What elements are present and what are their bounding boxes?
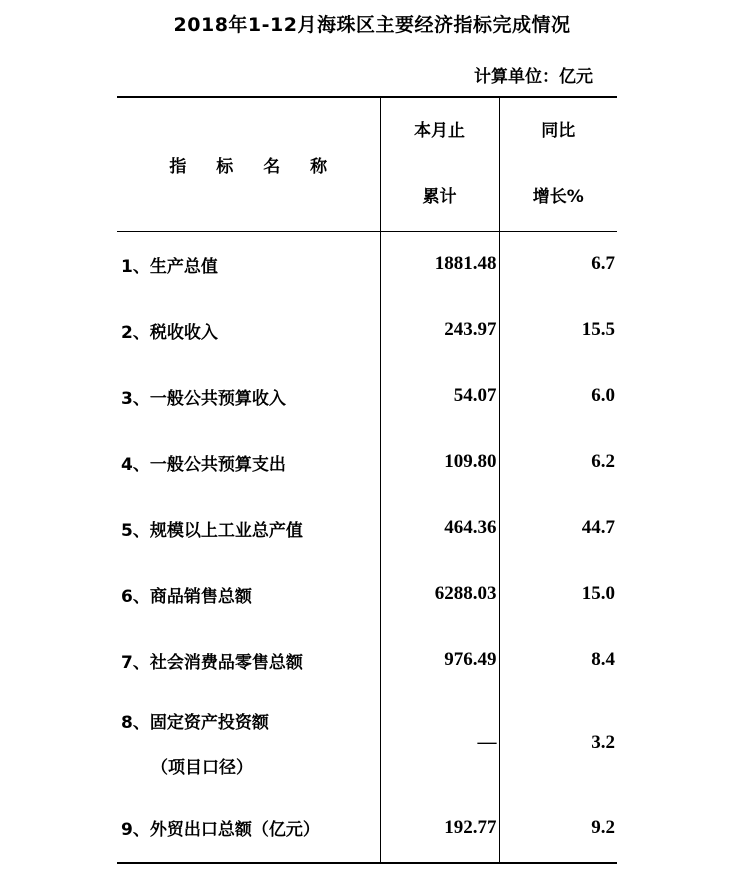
table-row [117, 495, 617, 561]
table-row [117, 231, 617, 297]
table-body [117, 231, 617, 863]
row-name: 6、商品销售总额 [121, 586, 252, 607]
row-growth: 6.0 [591, 385, 615, 406]
page-title: 2018年1-12月海珠区主要经济指标完成情况 [173, 14, 571, 36]
row-value: 54.07 [380, 363, 499, 429]
row-name: 8、固定资产投资额 [121, 713, 269, 733]
row-value: 109.80 [380, 429, 499, 495]
header-indicator-name [117, 97, 380, 231]
table-row [117, 561, 617, 627]
table-row [117, 693, 617, 793]
row-value: 243.97 [380, 297, 499, 363]
row-name: 9、外贸出口总额（亿元） [121, 820, 320, 840]
header-cumulative-line2: 累计 [422, 187, 457, 208]
table-row [117, 363, 617, 429]
header-growth-line1: 同比 [541, 121, 576, 142]
row-growth: 15.0 [581, 583, 615, 604]
row-name: 2、税收收入 [121, 322, 218, 343]
row-growth: 8.4 [591, 649, 615, 670]
unit-label: 计算单位：亿元 [474, 67, 593, 87]
row-growth: 9.2 [591, 816, 615, 838]
row-value: 6288.03 [380, 561, 499, 627]
row-name: 3、一般公共预算收入 [121, 388, 286, 409]
row-value: 976.49 [380, 627, 499, 693]
table-row [117, 793, 617, 863]
indicator-table [117, 96, 617, 864]
table-row [117, 627, 617, 693]
row-name-sub: （项目口径） [151, 758, 253, 778]
row-name: 5、规模以上工业总产值 [121, 520, 303, 541]
table-row [117, 429, 617, 495]
row-growth: 6.2 [591, 451, 615, 472]
header-cumulative-line1: 本月止 [414, 121, 465, 142]
header-cumulative [380, 97, 499, 231]
header-indicator-name-label: 指 标 名 称 [169, 156, 340, 177]
header-growth-line2: 增长% [532, 187, 584, 208]
row-growth: 15.5 [581, 319, 615, 340]
row-name: 1、生产总值 [121, 256, 218, 277]
row-growth: 44.7 [581, 517, 615, 538]
row-name: 4、一般公共预算支出 [121, 454, 286, 475]
row-value: 1881.48 [380, 231, 499, 297]
row-growth: 3.2 [591, 732, 615, 753]
row-value: 192.77 [380, 793, 499, 863]
table-row [117, 297, 617, 363]
row-value: 464.36 [380, 495, 499, 561]
row-name: 7、社会消费品零售总额 [121, 652, 303, 673]
row-growth: 6.7 [591, 253, 615, 275]
table-header [117, 97, 617, 231]
row-name-cell [117, 693, 380, 793]
header-growth [499, 97, 617, 231]
row-value: — [380, 693, 499, 793]
